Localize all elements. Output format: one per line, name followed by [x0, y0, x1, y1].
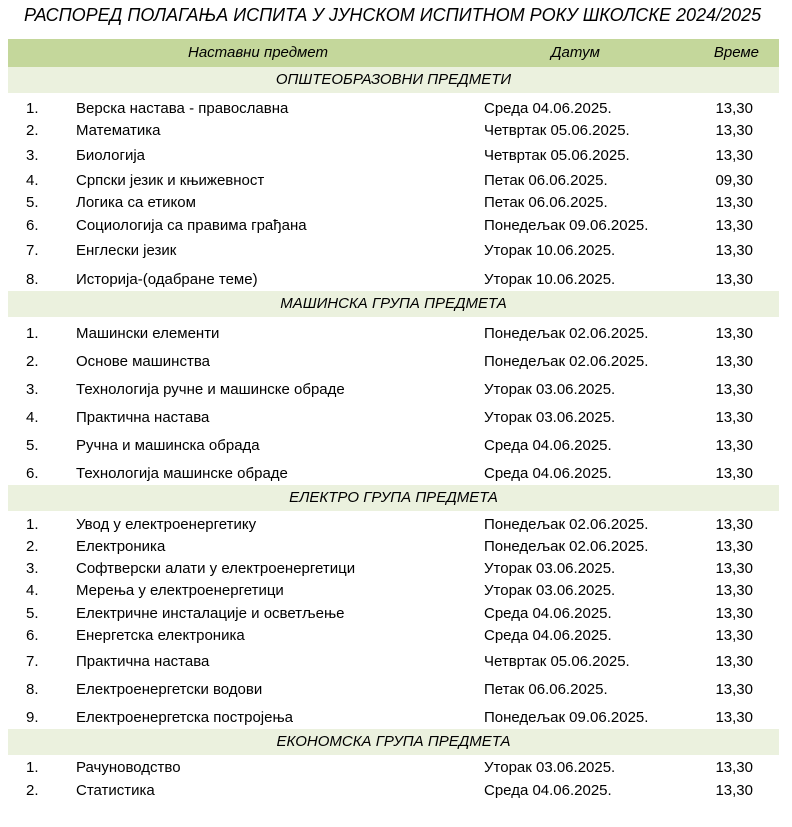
- row-number: 2.: [26, 538, 39, 555]
- row-time: 13,30: [715, 381, 753, 398]
- row-time: 13,30: [715, 353, 753, 370]
- row-time: 13,30: [715, 759, 753, 776]
- table-row: [8, 511, 779, 536]
- row-date: Среда 04.06.2025.: [484, 782, 612, 799]
- row-subject: Увод у електроенергетику: [76, 516, 257, 533]
- group-header: МАШИНСКА ГРУПА ПРЕДМЕТА: [8, 291, 779, 317]
- row-date: Петак 06.06.2025.: [484, 172, 608, 189]
- row-number: 6.: [26, 465, 39, 482]
- row-subject: Електроенергетски водови: [76, 681, 263, 698]
- table-row: [8, 93, 779, 120]
- row-time: 13,30: [715, 627, 753, 644]
- row-number: 7.: [26, 653, 39, 670]
- row-time: 13,30: [715, 100, 753, 117]
- schedule-table: [8, 39, 779, 802]
- row-time: 13,30: [715, 325, 753, 342]
- row-subject: Софтверски алати у електроенергетици: [76, 560, 356, 577]
- row-date: Уторак 03.06.2025.: [484, 759, 616, 776]
- row-number: 5.: [26, 194, 39, 211]
- row-date: Понедељак 02.06.2025.: [484, 516, 649, 533]
- row-number: 7.: [26, 242, 39, 259]
- row-time: 13,30: [715, 122, 753, 139]
- row-time: 13,30: [715, 560, 753, 577]
- row-time: 13,30: [715, 194, 753, 211]
- table-row: [8, 167, 779, 192]
- row-subject: Мерења у електроенергетици: [76, 582, 284, 599]
- row-subject: Електричне инсталације и осветљење: [76, 605, 345, 622]
- row-date: Уторак 03.06.2025.: [484, 582, 616, 599]
- group-header: ЕЛЕКТРО ГРУПА ПРЕДМЕТА: [8, 485, 779, 511]
- row-time: 13,30: [715, 437, 753, 454]
- row-number: 1.: [26, 325, 39, 342]
- header-subject: Наставни предмет: [188, 44, 328, 61]
- row-date: Уторак 03.06.2025.: [484, 409, 616, 426]
- row-date: Уторак 10.06.2025.: [484, 242, 616, 259]
- row-number: 4.: [26, 409, 39, 426]
- table-row: [8, 214, 779, 237]
- row-number: 6.: [26, 627, 39, 644]
- row-number: 5.: [26, 605, 39, 622]
- table-row: [8, 602, 779, 625]
- table-header: [8, 39, 779, 67]
- row-date: Понедељак 02.06.2025.: [484, 538, 649, 555]
- row-number: 9.: [26, 709, 39, 726]
- row-date: Среда 04.06.2025.: [484, 465, 612, 482]
- row-subject: Математика: [76, 122, 161, 139]
- row-time: 13,30: [715, 605, 753, 622]
- row-subject: Ручна и машинска обрада: [76, 437, 260, 454]
- row-subject: Основе машинства: [76, 353, 210, 370]
- table-row: [8, 558, 779, 580]
- table-row: [8, 429, 779, 457]
- row-time: 13,30: [715, 582, 753, 599]
- row-number: 3.: [26, 147, 39, 164]
- row-date: Уторак 03.06.2025.: [484, 381, 616, 398]
- row-time: 13,30: [715, 242, 753, 259]
- row-date: Среда 04.06.2025.: [484, 605, 612, 622]
- table-row: [8, 345, 779, 373]
- table-row: [8, 701, 779, 729]
- table-body: [8, 67, 779, 802]
- row-subject: Практична настава: [76, 653, 210, 670]
- row-time: 13,30: [715, 465, 753, 482]
- row-date: Среда 04.06.2025.: [484, 627, 612, 644]
- row-time: 13,30: [715, 681, 753, 698]
- row-time: 13,30: [715, 409, 753, 426]
- row-time: 13,30: [715, 147, 753, 164]
- row-subject: Енглески језик: [76, 242, 177, 259]
- row-subject: Биологија: [76, 147, 146, 164]
- row-number: 2.: [26, 782, 39, 799]
- row-date: Понедељак 02.06.2025.: [484, 325, 649, 342]
- row-subject: Социологија са правима грађана: [76, 217, 307, 234]
- row-subject: Практична настава: [76, 409, 210, 426]
- row-subject: Верска настава - православна: [76, 100, 289, 117]
- table-row: [8, 536, 779, 558]
- row-subject: Технологија машинске обраде: [76, 465, 288, 482]
- page-title: РАСПОРЕД ПОЛАГАЊА ИСПИТА У ЈУНСКОМ ИСПИТНОМ РОКУ ШКОЛСКЕ 2024/2025: [24, 5, 762, 25]
- row-date: Петак 06.06.2025.: [484, 194, 608, 211]
- row-number: 1.: [26, 100, 39, 117]
- row-number: 5.: [26, 437, 39, 454]
- table-row: [8, 237, 779, 262]
- row-date: Понедељак 02.06.2025.: [484, 353, 649, 370]
- row-number: 1.: [26, 516, 39, 533]
- row-subject: Електроенергетска постројења: [76, 709, 294, 726]
- header-date: Датум: [551, 44, 600, 61]
- row-date: Уторак 10.06.2025.: [484, 271, 616, 288]
- table-row: [8, 120, 779, 142]
- row-date: Среда 04.06.2025.: [484, 100, 612, 117]
- row-subject: Српски језик и књижевност: [76, 172, 265, 189]
- row-date: Уторак 03.06.2025.: [484, 560, 616, 577]
- row-date: Четвртак 05.06.2025.: [484, 122, 630, 139]
- row-number: 3.: [26, 560, 39, 577]
- row-subject: Електроника: [76, 538, 166, 555]
- table-row: [8, 779, 779, 802]
- row-subject: Технологија ручне и машинске обраде: [76, 381, 345, 398]
- row-date: Понедељак 09.06.2025.: [484, 709, 649, 726]
- row-number: 4.: [26, 582, 39, 599]
- row-subject: Енергетска електроника: [76, 627, 245, 644]
- row-time: 13,30: [715, 782, 753, 799]
- group-header: ОПШТЕОБРАЗОВНИ ПРЕДМЕТИ: [8, 67, 779, 93]
- table-row: [8, 580, 779, 602]
- table-row: [8, 457, 779, 485]
- row-subject: Статистика: [76, 782, 155, 799]
- row-date: Петак 06.06.2025.: [484, 681, 608, 698]
- row-number: 1.: [26, 759, 39, 776]
- row-subject: Историја-(одабране теме): [76, 271, 258, 288]
- row-number: 2.: [26, 122, 39, 139]
- table-row: [8, 673, 779, 701]
- row-time: 13,30: [715, 217, 753, 234]
- row-time: 09,30: [715, 172, 753, 189]
- header-time: Време: [713, 44, 759, 61]
- table-row: [8, 142, 779, 167]
- row-time: 13,30: [715, 653, 753, 670]
- table-row: [8, 317, 779, 345]
- table-row: [8, 755, 779, 779]
- table-row: [8, 625, 779, 647]
- table-row: [8, 401, 779, 429]
- group-header: ЕКОНОМСКА ГРУПА ПРЕДМЕТА: [8, 729, 779, 755]
- row-number: 3.: [26, 381, 39, 398]
- row-number: 4.: [26, 172, 39, 189]
- row-time: 13,30: [715, 271, 753, 288]
- table-row: [8, 373, 779, 401]
- row-number: 8.: [26, 681, 39, 698]
- row-date: Четвртак 05.06.2025.: [484, 147, 630, 164]
- table-row: [8, 262, 779, 291]
- row-time: 13,30: [715, 538, 753, 555]
- row-number: 6.: [26, 217, 39, 234]
- row-subject: Рачуноводство: [76, 759, 181, 776]
- row-time: 13,30: [715, 709, 753, 726]
- row-date: Понедељак 09.06.2025.: [484, 217, 649, 234]
- row-time: 13,30: [715, 516, 753, 533]
- row-subject: Логика са етиком: [76, 194, 196, 211]
- row-subject: Машински елементи: [76, 325, 220, 342]
- table-row: [8, 192, 779, 214]
- row-number: 2.: [26, 353, 39, 370]
- row-date: Среда 04.06.2025.: [484, 437, 612, 454]
- row-date: Четвртак 05.06.2025.: [484, 653, 630, 670]
- table-row: [8, 647, 779, 673]
- row-number: 8.: [26, 271, 39, 288]
